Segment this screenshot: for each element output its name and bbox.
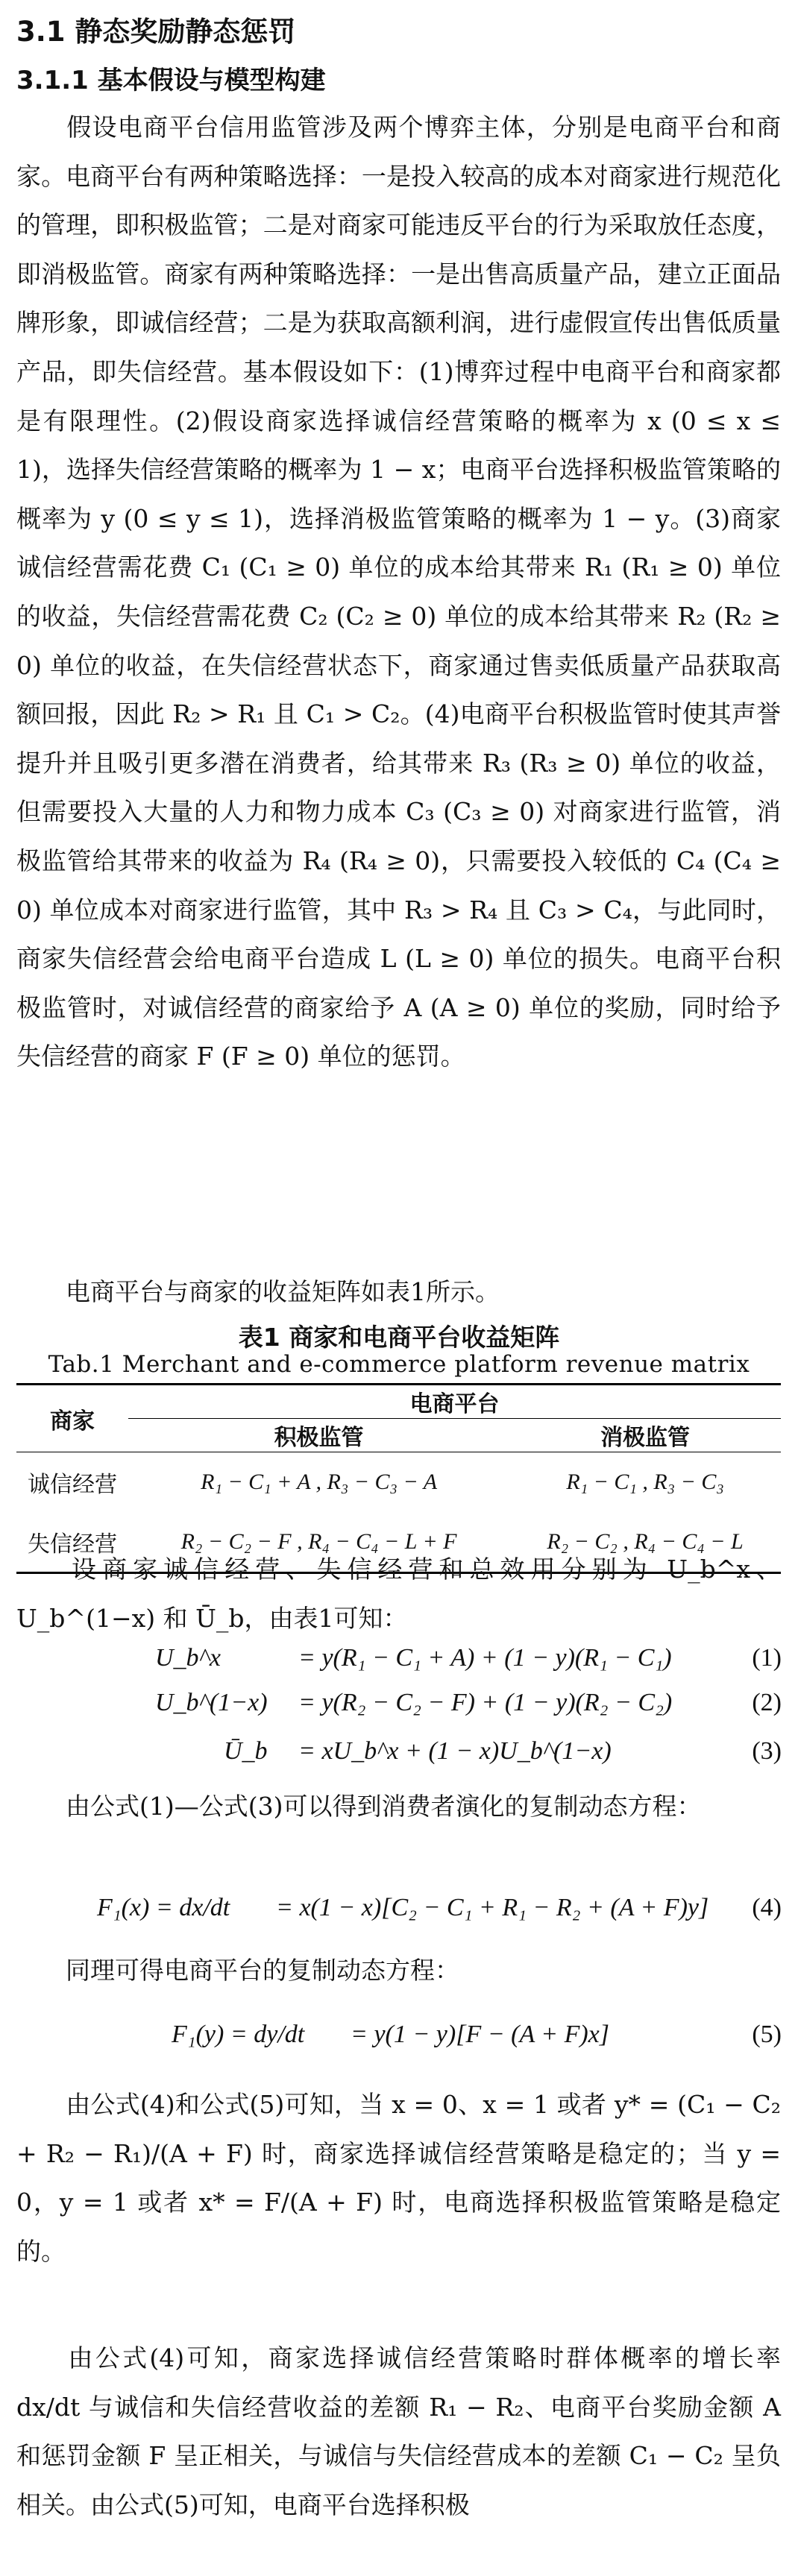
table-cell: R₁ − C₁ + A , R₃ − C₃ − A [201, 1470, 438, 1494]
equation-5-lhs: F₁(y) = dy/dt [172, 2021, 305, 2048]
paragraph-stability [16, 2080, 781, 2276]
paragraph-utility-def-text: 设商家诚信经营、失信经营和总效用分别为 U_b^x、U_b^(1−x) 和 Ū_b，由表1可知： [16, 1555, 781, 1633]
table-col-passive: 消极监管 [509, 1419, 781, 1452]
table-row-header: 商家 [16, 1385, 128, 1452]
subsection-heading: 3.1.1 基本假设与模型构建 [16, 66, 326, 95]
equation-3-rhs: = xU_b^x + (1 − x)U_b^(1−x) [298, 1737, 612, 1765]
equation-5-rhs: = y(1 − y)[F − (A + F)x] [351, 2021, 609, 2048]
equation-3-number: (3) [752, 1737, 782, 1765]
equation-3-lhs: Ū_b [224, 1737, 268, 1765]
table-cell: R₁ − C₁ , R₃ − C₃ [566, 1470, 724, 1494]
table-row-label: 诚信经营 [28, 1472, 117, 1498]
table-cell: R₂ − C₂ , R₄ − C₄ − L [547, 1529, 744, 1554]
equation-4-lhs: F₁(x) = dx/dt [97, 1894, 230, 1921]
equation-4-number: (4) [752, 1894, 782, 1921]
equation-1-number: (1) [752, 1644, 782, 1672]
paragraph-platform-intro-text: 同理可得电商平台的复制动态方程： [66, 1956, 459, 1985]
paragraph-stability-text: 由公式(4)和公式(5)可知，当 x = 0、x = 1 或者 y* = (C₁ − C₂ + R₂ − R₁)/(A + F) 时，商家选择诚信经营策略是稳定的；当 y = 0，y = 1 或者 x* = F/(A + F) 时，电商选择积极监管策略是稳定的。 [16, 2090, 781, 2266]
section-heading: 3.1 静态奖励静态惩罚 [16, 16, 296, 48]
paragraph-assumptions [16, 103, 781, 1081]
paragraph-replicator-intro [16, 1782, 781, 1831]
paragraph-assumptions-text: 假设电商平台信用监管涉及两个博弈主体，分别是电商平台和商家。电商平台有两种策略选择：一是投入较高的成本对商家进行规范化的管理，即积极监管；二是对商家可能违反平台的行为采取放任态度，即消极监管。商家有两种策略选择：一是出售高质量产品，建立正面品牌形象，即诚信经营；二是为获取高额利润，进行虚假宣传出售低质量产品，即失信经营。基本假设如下：(1)博弈过程中电商平台和商家都是有限理性。(2)假设商家选择诚信经营策略的概率为 x (0 ≤ x ≤ 1)，选择失信经营策略的概率为 1 − x；电商平台选择积极监管策略的概率为 y (0 ≤ y ≤ 1)，选择消极监管策略的概率为 1 − y。(3)商家诚信经营需花费 C₁ (C₁ ≥ 0) 单位的成本给其带来 R₁ (R₁ ≥ 0) 单位的收益，失信经营需花费 C₂ (C₂ ≥ 0) 单位的成本给其带来 R₂ (R₂ ≥ 0) 单位的收益，在失信经营状态下，商家通过售卖低质量产品获取高额回报，因此 R₂ > R₁ 且 C₁ > C₂。(4)电商平台积极监管时使其声誉提升并且吸引更多潜在消费者，给其带来 R₃ (R₃ ≥ 0) 单位的收益，但需要投入大量的人力和物力成本 C₃ (C₃ ≥ 0) 对商家进行监管，消极监管给其带来的收益为 R₄ (R₄ ≥ 0)，只需要投入较低的 C₄ (C₄ ≥ 0) 单位成本对商家进行监管，其中 R₃ > R₄ 且 C₃ > C₄，与此同时，商家失信经营会给电商平台造成 L (L ≥ 0) 单位的损失。电商平台积极监管时，对诚信经营的商家给予 A (A ≥ 0) 单位的奖励，同时给予失信经营的商家 F (F ≥ 0) 单位的惩罚。 [16, 113, 781, 1071]
paragraph-analysis-text: 由公式(4)可知，商家选择诚信经营策略时群体概率的增长率 dx/dt 与诚信和失信经营收益的差额 R₁ − R₂、电商平台奖励金额 A 和惩罚金额 F 呈正相关，与诚信与失信经营成本的差额 C₁ − C₂ 呈负相关。由公式(5)可知，电商平台选择积极 [16, 2343, 781, 2519]
equation-1-lhs: U_b^x [155, 1644, 221, 1672]
table-caption-en: Tab.1 Merchant and e-commerce platform revenue matrix [48, 1351, 750, 1378]
equation-4-rhs: = x(1 − x)[C₂ − C₁ + R₁ − R₂ + (A + F)y] [276, 1894, 709, 1921]
table-row-label: 失信经营 [28, 1531, 117, 1558]
paragraph-utility-def [16, 1545, 781, 1643]
paragraph-replicator-intro-text: 由公式(1)—公式(3)可以得到消费者演化的复制动态方程： [66, 1792, 702, 1821]
table-cell: R₂ − C₂ − F , R₄ − C₄ − L + F [180, 1529, 457, 1554]
equation-5-number: (5) [752, 2021, 782, 2048]
paragraph-platform-intro [16, 1946, 781, 1995]
table-caption-cn: 表1 商家和电商平台收益矩阵 [238, 1323, 560, 1352]
paragraph-analysis [16, 2334, 781, 2529]
equation-2-lhs: U_b^(1−x) [155, 1689, 268, 1716]
table-col-group: 电商平台 [128, 1385, 781, 1419]
paragraph-table-intro-text: 电商平台与商家的收益矩阵如表1所示。 [66, 1277, 500, 1306]
equation-2-rhs: = y(R₂ − C₂ − F) + (1 − y)(R₂ − C₂) [298, 1689, 673, 1716]
equation-1-rhs: = y(R₁ − C₁ + A) + (1 − y)(R₁ − C₁) [298, 1644, 672, 1672]
equation-2-number: (2) [752, 1689, 782, 1716]
table-col-active: 积极监管 [128, 1419, 509, 1452]
table-row [16, 1452, 781, 1513]
paragraph-table-intro [16, 1267, 781, 1317]
